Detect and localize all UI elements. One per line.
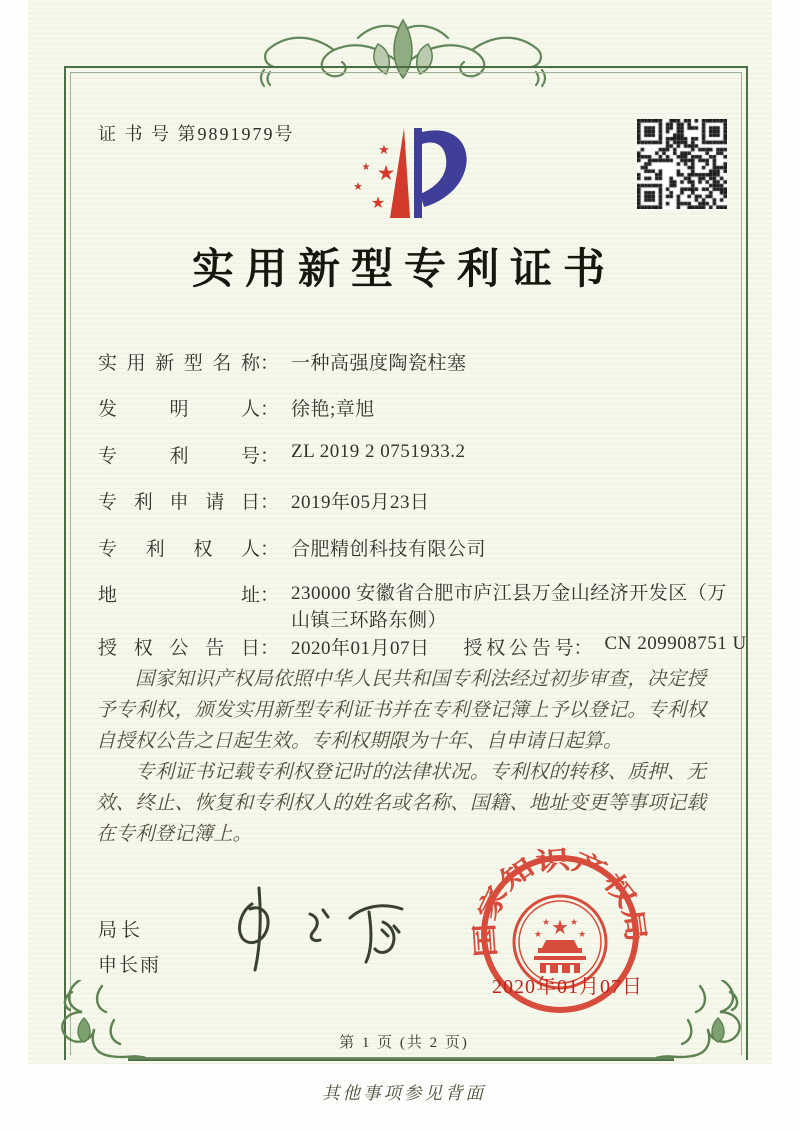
field-row-address: 地址 ： 230000 安徽省合肥市庐江县万金山经济开发区（万山镇三环路东侧） — [98, 580, 743, 634]
svg-text:★: ★ — [533, 930, 543, 940]
corner-flourish-left — [50, 980, 146, 1076]
svg-text:★: ★ — [541, 918, 551, 928]
back-side-note: 其他事项参见背面 — [322, 1083, 486, 1103]
signature-icon — [222, 882, 417, 974]
field-value: 徐艳;章旭 — [291, 399, 375, 420]
field-row-filing-date: 专利申请日 ： 2019年05月23日 — [98, 487, 430, 514]
svg-text:★: ★ — [361, 162, 371, 173]
certificate-number: 证 书 号 第9891979号 — [98, 124, 295, 144]
grant-date-label: 授权公告日 — [98, 638, 260, 659]
field-row-name: 实用新型名称 ： 一种高强度陶瓷柱塞 — [98, 348, 467, 375]
field-label: 专利权人 — [98, 539, 260, 560]
certificate-title: 实用新型专利证书 — [191, 247, 616, 293]
signer-name: 申长雨 — [98, 955, 162, 976]
svg-text:★: ★ — [378, 143, 390, 158]
seal-text: 国家知识产权局 — [470, 845, 650, 959]
svg-text:★: ★ — [577, 930, 587, 940]
field-row-grant: 授权公告日 ： 2020年01月07日 授权公告号 ： CN 209908751 U — [98, 633, 747, 659]
grant-no-label: 授权公告号 — [463, 638, 574, 659]
field-label: 实用新型名称 — [98, 353, 260, 374]
svg-text:★: ★ — [353, 180, 363, 193]
legal-text — [96, 664, 706, 850]
svg-text:★: ★ — [551, 915, 569, 939]
field-value: 2019年05月23日 — [291, 492, 430, 513]
field-row-patentee: 专利权人 ： 合肥精创科技有限公司 — [98, 534, 486, 561]
grant-date-value: 2020年01月07日 — [291, 638, 430, 659]
field-label: 地址 — [98, 585, 260, 606]
legal-paragraph-1: 国家知识产权局依照中华人民共和国专利法经过初步审查，决定授予专利权，颁发实用新型专利证书并在专利登记簿上予以登记。专利权自授权公告之日起生效。专利权期限为十年、自申请日起算。 — [96, 669, 706, 752]
field-label: 专利号 — [98, 446, 260, 467]
field-label: 专利申请日 — [98, 492, 260, 513]
svg-text:★: ★ — [370, 193, 386, 212]
svg-text:★: ★ — [376, 161, 396, 185]
corner-flourish-right — [656, 980, 752, 1076]
field-value: 一种高强度陶瓷柱塞 — [291, 353, 467, 374]
bottom-rule — [128, 1057, 674, 1061]
field-row-inventor: 发明人 ： 徐艳;章旭 — [98, 394, 375, 421]
field-value: 合肥精创科技有限公司 — [291, 539, 487, 560]
field-value: 230000 安徽省合肥市庐江县万金山经济开发区（万山镇三环路东侧） — [291, 583, 727, 631]
legal-paragraph-2: 专利证书记载专利权登记时的法律状况。专利权的转移、质押、无效、终止、恢复和专利权人的姓名或名称、国籍、地址变更等事项记载在专利登记簿上。 — [96, 762, 706, 845]
field-row-patent-no: 专利号 ： ZL 2019 2 0751933.2 — [98, 441, 466, 467]
page-number: 第 1 页 (共 2 页) — [339, 1035, 469, 1051]
seal-date: 2020年01月07日 — [492, 976, 643, 998]
svg-text:★: ★ — [569, 918, 579, 928]
cnipa-logo-icon — [330, 108, 480, 230]
field-label: 发明人 — [98, 399, 260, 420]
grant-no-value: CN 209908751 U — [604, 633, 747, 654]
field-value: ZL 2019 2 0751933.2 — [291, 441, 466, 462]
qr-code — [637, 119, 727, 209]
signer-title: 局长 — [98, 920, 145, 941]
